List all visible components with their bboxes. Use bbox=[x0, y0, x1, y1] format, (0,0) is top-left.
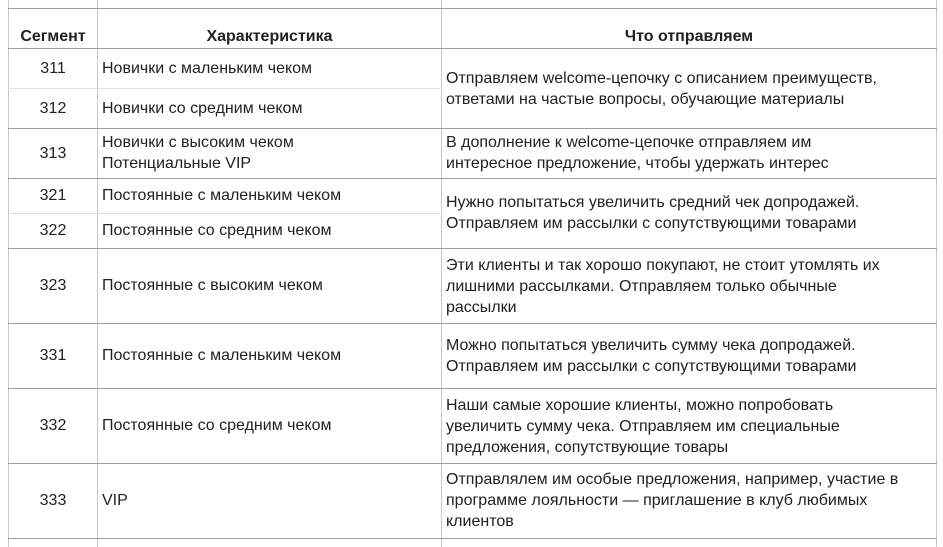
row-divider bbox=[8, 248, 937, 249]
segment-code: 333 bbox=[39, 492, 67, 509]
action-text: программе лояльности — приглашение в клуб любимых bbox=[446, 492, 868, 509]
segment-code: 321 bbox=[39, 187, 67, 204]
action-text: интересное предложение, чтобы удержать интерес bbox=[446, 155, 829, 172]
action-text: Отправляем им рассылки с сопутствующими товарами bbox=[446, 358, 857, 375]
segment-code: 313 bbox=[39, 145, 67, 162]
segment-code: 331 bbox=[39, 347, 67, 364]
action-text: Наши самые хорошие клиенты, можно попробовать bbox=[446, 397, 834, 414]
action-text: Отправляем welcome-цепочку с описанием преимуществ, bbox=[446, 70, 877, 87]
action-text: рассылки bbox=[446, 299, 517, 316]
row-divider bbox=[8, 8, 937, 9]
row-divider bbox=[8, 128, 937, 129]
segment-code: 311 bbox=[40, 60, 66, 77]
header-segment: Сегмент bbox=[20, 28, 86, 45]
segment-code: 322 bbox=[39, 222, 67, 239]
segment-characteristic: Новички с высоким чеком bbox=[102, 134, 294, 151]
segment-characteristic: VIP bbox=[102, 492, 128, 509]
action-text: Отправляем им рассылки с сопутствующими товарами bbox=[446, 215, 857, 232]
action-text: Отправлялем им особые предложения, например, участие в bbox=[446, 471, 899, 488]
row-divider bbox=[8, 463, 937, 464]
segment-characteristic: Постоянные со средним чеком bbox=[102, 417, 332, 434]
segment-characteristic: Постоянные с маленьким чеком bbox=[102, 347, 342, 364]
segment-code: 312 bbox=[39, 100, 67, 117]
row-divider bbox=[8, 178, 937, 179]
column-divider bbox=[441, 0, 442, 547]
action-text: лишними рассылками. Отправляем только обычные bbox=[446, 278, 837, 295]
action-text: ответами на частые вопросы, обучающие материалы bbox=[446, 91, 845, 108]
action-text: клиентов bbox=[446, 513, 514, 530]
segment-characteristic: Постоянные со средним чеком bbox=[102, 222, 332, 239]
action-text: Эти клиенты и так хорошо покупают, не стоит утомлять их bbox=[446, 257, 880, 274]
header-action: Что отправляем bbox=[624, 28, 754, 45]
action-text: Можно попытаться увеличить сумму чека допродажей. bbox=[446, 337, 856, 354]
row-divider bbox=[8, 538, 937, 539]
segment-characteristic: Потенциальные VIP bbox=[102, 155, 252, 172]
segment-characteristic: Новички с маленьким чеком bbox=[102, 60, 313, 77]
row-divider bbox=[8, 48, 937, 49]
row-divider bbox=[8, 323, 937, 324]
action-text: В дополнение к welcome-цепочке отправляем им bbox=[446, 134, 812, 151]
segment-characteristic: Постоянные с высоким чеком bbox=[102, 277, 323, 294]
segment-code: 323 bbox=[39, 277, 67, 294]
action-text: предложения, сопутствующие товары bbox=[446, 439, 729, 456]
segment-characteristic: Постоянные с маленьким чеком bbox=[102, 187, 342, 204]
action-text: Нужно попытаться увеличить средний чек допродажей. bbox=[446, 194, 860, 211]
row-divider bbox=[8, 388, 937, 389]
column-divider bbox=[97, 0, 98, 547]
row-divider bbox=[8, 213, 442, 214]
column-divider bbox=[8, 0, 9, 547]
row-divider bbox=[8, 88, 442, 89]
segment-code: 332 bbox=[39, 417, 67, 434]
action-text: увеличить сумму чека. Отправляем им специальные bbox=[446, 418, 840, 435]
header-characteristic: Характеристика bbox=[206, 28, 333, 45]
segment-characteristic: Новички со средним чеком bbox=[102, 100, 303, 117]
